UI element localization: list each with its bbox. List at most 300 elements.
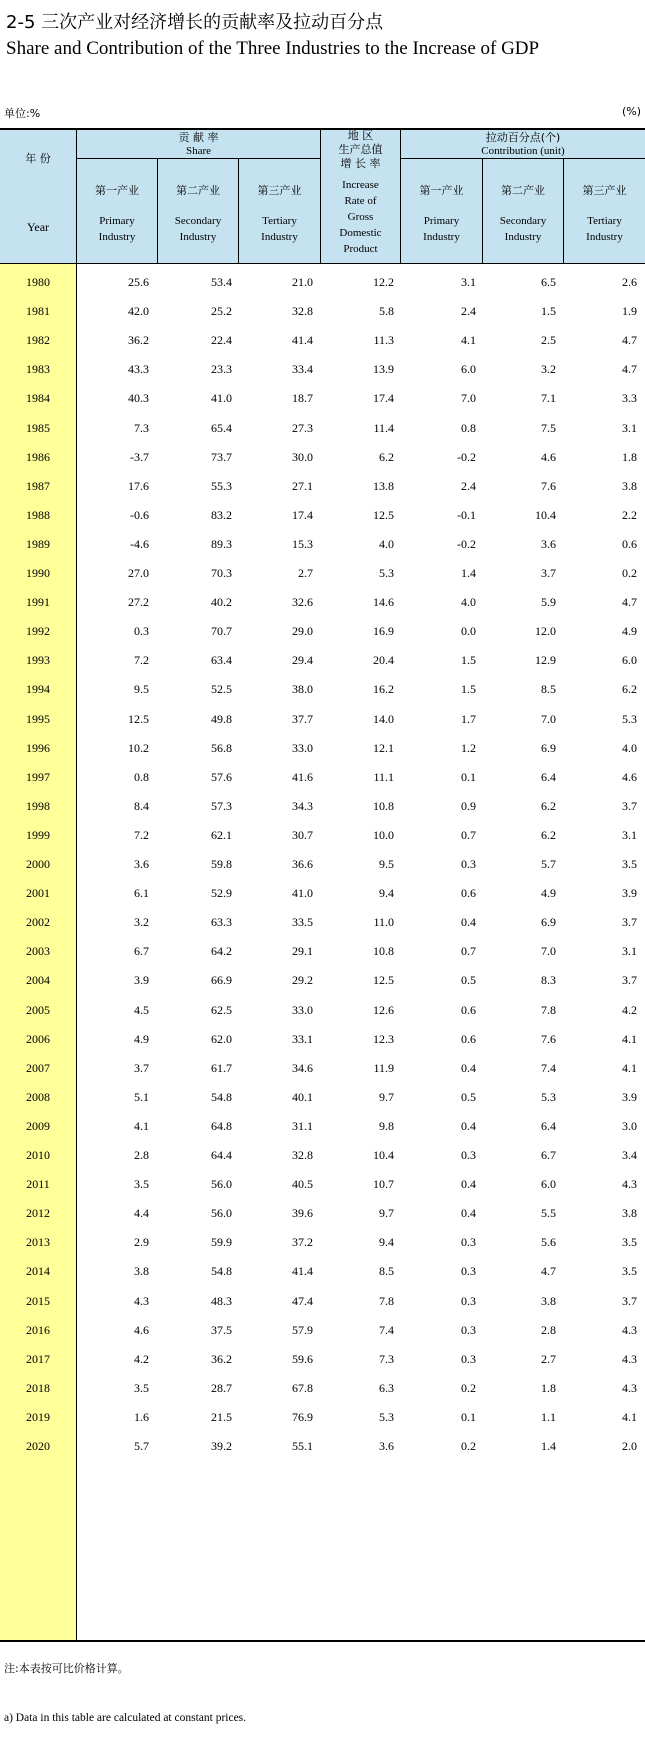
value-cell: 5.3 bbox=[622, 711, 637, 726]
year-cell: 1994 bbox=[26, 682, 50, 697]
header-growth-en: Increase Rate of Gross Domestic Product bbox=[339, 179, 382, 255]
value-cell: 10.8 bbox=[373, 798, 394, 813]
value-cell: 6.4 bbox=[541, 769, 556, 784]
year-cell: 2017 bbox=[26, 1351, 50, 1366]
value-cell: 0.2 bbox=[622, 566, 637, 580]
value-cell: 7.0 bbox=[461, 391, 476, 406]
value-cell: 3.1 bbox=[622, 420, 637, 435]
value-cell: 4.1 bbox=[622, 1409, 637, 1424]
value-cell: 5.1 bbox=[134, 1089, 149, 1104]
value-cell: 8.4 bbox=[134, 798, 149, 813]
value-cell: 7.3 bbox=[134, 420, 149, 435]
year-cell: 2012 bbox=[26, 1206, 50, 1221]
value-cell: 0.6 bbox=[461, 1031, 476, 1046]
value-cell: 4.9 bbox=[622, 624, 637, 639]
table-title-cn: 2-5 三次产业对经济增长的贡献率及拉动百分点 bbox=[6, 12, 384, 33]
year-cell: 2007 bbox=[26, 1060, 50, 1075]
value-cell: 10.0 bbox=[373, 827, 394, 842]
value-cell: 52.5 bbox=[211, 682, 232, 697]
value-cell: 10.2 bbox=[128, 740, 149, 755]
value-cell: 23.3 bbox=[211, 362, 232, 377]
value-cell: 0.4 bbox=[461, 1118, 476, 1133]
table-row bbox=[0, 324, 645, 356]
year-cell: 1986 bbox=[26, 449, 50, 464]
year-cell: 1988 bbox=[26, 507, 50, 522]
value-cell: 6.7 bbox=[134, 944, 149, 959]
value-cell: 3.9 bbox=[622, 886, 637, 901]
value-cell: 40.1 bbox=[292, 1089, 313, 1104]
table-row bbox=[0, 732, 645, 764]
table-row bbox=[0, 1314, 645, 1346]
value-cell: 2.8 bbox=[541, 1322, 556, 1337]
header-share-secondary: 第二产业 Secondary Industry bbox=[174, 184, 222, 243]
value-cell: 4.7 bbox=[622, 595, 637, 610]
value-cell: 33.0 bbox=[292, 1002, 313, 1017]
value-cell: 3.1 bbox=[622, 827, 637, 842]
year-cell: 2009 bbox=[26, 1118, 50, 1133]
table-row bbox=[0, 1023, 645, 1055]
value-cell: 17.6 bbox=[128, 478, 149, 493]
year-cell: 2003 bbox=[26, 944, 50, 959]
value-cell: 4.2 bbox=[622, 1002, 637, 1017]
value-cell: 4.2 bbox=[134, 1351, 149, 1366]
value-cell: 31.1 bbox=[292, 1118, 313, 1133]
value-cell: 1.6 bbox=[134, 1409, 149, 1424]
value-cell: 64.8 bbox=[211, 1118, 232, 1133]
value-cell: 3.6 bbox=[541, 536, 556, 551]
value-cell: 10.4 bbox=[535, 507, 556, 522]
value-cell: 30.7 bbox=[292, 827, 313, 842]
value-cell: 57.6 bbox=[211, 769, 232, 784]
value-cell: 15.3 bbox=[292, 536, 313, 551]
value-cell: 13.8 bbox=[373, 478, 394, 493]
value-cell: 3.5 bbox=[134, 1177, 149, 1192]
year-cell: 2018 bbox=[26, 1380, 50, 1395]
value-cell: 30.0 bbox=[292, 449, 313, 464]
value-cell: 7.8 bbox=[541, 1002, 556, 1017]
value-cell: 66.9 bbox=[211, 973, 232, 988]
year-cell: 1980 bbox=[26, 275, 50, 289]
year-cell: 1998 bbox=[26, 798, 50, 813]
value-cell: 70.7 bbox=[211, 624, 232, 639]
value-cell: 59.9 bbox=[211, 1235, 232, 1250]
value-cell: 2.5 bbox=[541, 333, 556, 348]
value-cell: 6.5 bbox=[541, 275, 556, 289]
value-cell: 6.9 bbox=[541, 740, 556, 755]
value-cell: 6.0 bbox=[622, 653, 637, 668]
value-cell: 70.3 bbox=[211, 566, 232, 580]
year-cell: 1996 bbox=[26, 740, 50, 755]
value-cell: 4.9 bbox=[541, 886, 556, 901]
value-cell: 0.1 bbox=[461, 1409, 476, 1424]
table-row bbox=[0, 1430, 645, 1462]
value-cell: 4.6 bbox=[134, 1322, 149, 1337]
year-cell: 2001 bbox=[26, 886, 50, 901]
value-cell: 67.8 bbox=[292, 1380, 313, 1395]
value-cell: 41.0 bbox=[292, 886, 313, 901]
value-cell: 0.4 bbox=[461, 915, 476, 930]
year-cell: 2015 bbox=[26, 1293, 50, 1308]
value-cell: 3.3 bbox=[622, 391, 637, 406]
value-cell: 0.7 bbox=[461, 827, 476, 842]
value-cell: 3.5 bbox=[134, 1380, 149, 1395]
value-cell: 12.2 bbox=[373, 275, 394, 289]
value-cell: 59.6 bbox=[292, 1351, 313, 1366]
year-cell: 1997 bbox=[26, 769, 50, 784]
value-cell: 54.8 bbox=[211, 1264, 232, 1279]
value-cell: 1.5 bbox=[461, 653, 476, 668]
table-row bbox=[0, 295, 645, 327]
value-cell: 55.1 bbox=[292, 1439, 313, 1453]
value-cell: 6.2 bbox=[541, 798, 556, 813]
value-cell: 6.4 bbox=[541, 1118, 556, 1133]
value-cell: 0.8 bbox=[134, 769, 149, 784]
value-cell: 0.3 bbox=[461, 1235, 476, 1250]
year-cell: 2006 bbox=[26, 1031, 50, 1046]
header-year-en: Year bbox=[26, 220, 50, 234]
value-cell: 8.5 bbox=[379, 1264, 394, 1279]
value-cell: 7.6 bbox=[541, 478, 556, 493]
table-row bbox=[0, 1139, 645, 1171]
value-cell: 3.0 bbox=[622, 1118, 637, 1133]
value-cell: 56.0 bbox=[211, 1206, 232, 1221]
value-cell: 29.0 bbox=[292, 624, 313, 639]
value-cell: 62.0 bbox=[211, 1031, 232, 1046]
value-cell: 41.0 bbox=[211, 391, 232, 406]
value-cell: -4.6 bbox=[130, 536, 149, 551]
header-share-cn: 贡 献 率 bbox=[178, 131, 219, 144]
value-cell: 0.6 bbox=[622, 536, 637, 551]
value-cell: 6.7 bbox=[541, 1148, 556, 1162]
value-cell: 4.7 bbox=[541, 1264, 556, 1279]
value-cell: 0.8 bbox=[461, 420, 476, 435]
value-cell: 2.8 bbox=[134, 1148, 149, 1162]
value-cell: 5.3 bbox=[379, 1409, 394, 1424]
value-cell: 8.3 bbox=[541, 973, 556, 988]
table-row bbox=[0, 615, 645, 647]
table-row bbox=[0, 703, 645, 735]
year-cell: 1991 bbox=[26, 595, 50, 610]
year-cell: 1982 bbox=[26, 333, 50, 348]
value-cell: 29.2 bbox=[292, 973, 313, 988]
table-row bbox=[0, 673, 645, 705]
value-cell: 9.8 bbox=[379, 1118, 394, 1133]
value-cell: 3.6 bbox=[379, 1439, 394, 1453]
value-cell: 42.0 bbox=[128, 304, 149, 319]
value-cell: 65.4 bbox=[211, 420, 232, 435]
year-cell: 2013 bbox=[26, 1235, 50, 1250]
header-share-tertiary: 第三产业 Tertiary Industry bbox=[257, 184, 302, 243]
value-cell: 4.4 bbox=[134, 1206, 149, 1221]
value-cell: -0.6 bbox=[130, 507, 149, 522]
value-cell: 7.6 bbox=[541, 1031, 556, 1046]
value-cell: 2.4 bbox=[461, 304, 476, 319]
value-cell: 5.6 bbox=[541, 1235, 556, 1250]
value-cell: 37.5 bbox=[211, 1322, 232, 1337]
header-growth-cn: 地 区 生产总值 增 长 率 bbox=[338, 129, 383, 170]
value-cell: 0.3 bbox=[461, 1293, 476, 1308]
year-cell: 2016 bbox=[26, 1322, 50, 1337]
value-cell: 4.1 bbox=[622, 1031, 637, 1046]
value-cell: 49.8 bbox=[211, 711, 232, 726]
value-cell: 61.7 bbox=[211, 1060, 232, 1075]
value-cell: 11.0 bbox=[373, 915, 394, 930]
value-cell: 0.3 bbox=[461, 1148, 476, 1162]
header-share-en: Share bbox=[185, 145, 212, 157]
value-cell: 4.7 bbox=[622, 333, 637, 348]
value-cell: 52.9 bbox=[211, 886, 232, 901]
unit-label-cn: 单位:% bbox=[4, 107, 41, 120]
value-cell: 64.4 bbox=[211, 1148, 232, 1162]
value-cell: 32.8 bbox=[292, 1148, 313, 1162]
value-cell: 6.2 bbox=[622, 682, 637, 697]
table-row bbox=[0, 790, 645, 822]
value-cell: 38.0 bbox=[292, 682, 313, 697]
year-cell: 2014 bbox=[26, 1264, 50, 1279]
value-cell: 76.9 bbox=[292, 1409, 313, 1424]
value-cell: 12.3 bbox=[373, 1031, 394, 1046]
value-cell: 3.9 bbox=[622, 1089, 637, 1104]
table-row bbox=[0, 266, 645, 298]
year-cell: 2008 bbox=[26, 1089, 50, 1104]
value-cell: 7.4 bbox=[379, 1322, 394, 1337]
header-bottom-border bbox=[0, 263, 645, 264]
value-cell: 4.5 bbox=[134, 1002, 149, 1017]
value-cell: 33.1 bbox=[292, 1031, 313, 1046]
value-cell: 10.4 bbox=[373, 1148, 394, 1162]
value-cell: 7.1 bbox=[541, 391, 556, 406]
value-cell: 0.7 bbox=[461, 944, 476, 959]
value-cell: 56.0 bbox=[211, 1177, 232, 1192]
value-cell: 14.0 bbox=[373, 711, 394, 726]
value-cell: 41.6 bbox=[292, 769, 313, 784]
value-cell: 4.9 bbox=[134, 1031, 149, 1046]
value-cell: 2.2 bbox=[622, 507, 637, 522]
value-cell: 3.5 bbox=[622, 1235, 637, 1250]
value-cell: 3.6 bbox=[134, 857, 149, 871]
year-cell: 1993 bbox=[26, 653, 50, 668]
value-cell: 3.5 bbox=[622, 1264, 637, 1279]
value-cell: 32.6 bbox=[292, 595, 313, 610]
value-cell: 1.4 bbox=[541, 1439, 556, 1453]
year-cell: 1984 bbox=[26, 391, 50, 406]
value-cell: 0.9 bbox=[461, 798, 476, 813]
value-cell: 4.1 bbox=[622, 1060, 637, 1075]
value-cell: 27.0 bbox=[128, 566, 149, 580]
table-row bbox=[0, 1343, 645, 1375]
value-cell: 3.7 bbox=[622, 798, 637, 813]
value-cell: 1.9 bbox=[622, 304, 637, 319]
value-cell: 40.2 bbox=[211, 595, 232, 610]
value-cell: 3.7 bbox=[622, 973, 637, 988]
value-cell: 55.3 bbox=[211, 478, 232, 493]
table-row bbox=[0, 1197, 645, 1229]
unit-label-en: (%) bbox=[621, 105, 641, 118]
value-cell: -0.2 bbox=[457, 449, 476, 464]
value-cell: 34.6 bbox=[292, 1060, 313, 1075]
value-cell: 16.9 bbox=[373, 624, 394, 639]
value-cell: 1.1 bbox=[541, 1409, 556, 1424]
header-contribution-primary: 第一产业 Primary Industry bbox=[419, 184, 464, 243]
year-cell: 2020 bbox=[26, 1439, 50, 1453]
year-cell: 2019 bbox=[26, 1409, 50, 1424]
value-cell: 6.2 bbox=[379, 449, 394, 464]
value-cell: 18.7 bbox=[292, 391, 313, 406]
value-cell: 12.5 bbox=[373, 973, 394, 988]
value-cell: 22.4 bbox=[211, 333, 232, 348]
value-cell: 33.0 bbox=[292, 740, 313, 755]
value-cell: 63.3 bbox=[211, 915, 232, 930]
table-row bbox=[0, 1255, 645, 1287]
value-cell: 6.0 bbox=[461, 362, 476, 377]
value-cell: 7.0 bbox=[541, 711, 556, 726]
value-cell: 83.2 bbox=[211, 507, 232, 522]
data-table bbox=[0, 128, 645, 1642]
value-cell: 11.9 bbox=[373, 1060, 394, 1075]
value-cell: 3.5 bbox=[622, 857, 637, 871]
header-contribution-en: Contribution (unit) bbox=[481, 145, 565, 157]
value-cell: 3.7 bbox=[541, 566, 556, 580]
value-cell: 12.6 bbox=[373, 1002, 394, 1017]
value-cell: 1.7 bbox=[461, 711, 476, 726]
value-cell: 17.4 bbox=[373, 391, 394, 406]
value-cell: 0.2 bbox=[461, 1439, 476, 1453]
value-cell: 2.7 bbox=[541, 1351, 556, 1366]
value-cell: 12.1 bbox=[373, 740, 394, 755]
table-row bbox=[0, 644, 645, 676]
value-cell: 39.6 bbox=[292, 1206, 313, 1221]
value-cell: 27.3 bbox=[292, 420, 313, 435]
value-cell: 3.4 bbox=[622, 1148, 637, 1162]
value-cell: 5.3 bbox=[541, 1089, 556, 1104]
table-row bbox=[0, 441, 645, 473]
year-cell: 1983 bbox=[26, 362, 50, 377]
value-cell: 12.9 bbox=[535, 653, 556, 668]
value-cell: 3.8 bbox=[134, 1264, 149, 1279]
value-cell: 0.6 bbox=[461, 886, 476, 901]
year-cell: 1992 bbox=[26, 624, 50, 639]
value-cell: 4.0 bbox=[379, 536, 394, 551]
year-cell: 1985 bbox=[26, 420, 50, 435]
value-cell: 5.5 bbox=[541, 1206, 556, 1221]
header-contribution-cn: 拉动百分点(个) bbox=[485, 131, 561, 144]
value-cell: 36.2 bbox=[211, 1351, 232, 1366]
value-cell: 9.4 bbox=[379, 1235, 394, 1250]
value-cell: 34.3 bbox=[292, 798, 313, 813]
year-cell: 2002 bbox=[26, 915, 50, 930]
year-cell: 2004 bbox=[26, 973, 50, 988]
table-row bbox=[0, 994, 645, 1026]
table-row bbox=[0, 1081, 645, 1113]
value-cell: 6.1 bbox=[134, 886, 149, 901]
value-cell: 21.0 bbox=[292, 275, 313, 289]
value-cell: 64.2 bbox=[211, 944, 232, 959]
value-cell: 14.6 bbox=[373, 595, 394, 610]
value-cell: 10.7 bbox=[373, 1177, 394, 1192]
value-cell: 3.2 bbox=[541, 362, 556, 377]
value-cell: 37.7 bbox=[292, 711, 313, 726]
value-cell: 5.7 bbox=[541, 857, 556, 871]
value-cell: 2.6 bbox=[622, 275, 637, 289]
value-cell: 5.7 bbox=[134, 1439, 149, 1453]
value-cell: 0.6 bbox=[461, 1002, 476, 1017]
year-cell: 2005 bbox=[26, 1002, 50, 1017]
value-cell: 54.8 bbox=[211, 1089, 232, 1104]
value-cell: 12.5 bbox=[128, 711, 149, 726]
footnote-cn: 注:本表按可比价格计算。 bbox=[4, 1662, 129, 1675]
value-cell: 40.3 bbox=[128, 391, 149, 406]
table-row bbox=[0, 412, 645, 444]
value-cell: 12.5 bbox=[373, 507, 394, 522]
table-row bbox=[0, 1168, 645, 1200]
value-cell: 4.3 bbox=[622, 1322, 637, 1337]
year-cell: 1981 bbox=[26, 304, 50, 319]
table-row bbox=[0, 353, 645, 385]
year-cell: 2010 bbox=[26, 1148, 50, 1162]
value-cell: 33.4 bbox=[292, 362, 313, 377]
value-cell: 29.4 bbox=[292, 653, 313, 668]
value-cell: 0.3 bbox=[461, 857, 476, 871]
value-cell: 4.3 bbox=[622, 1380, 637, 1395]
value-cell: 1.2 bbox=[461, 740, 476, 755]
table-row bbox=[0, 1052, 645, 1084]
value-cell: 7.3 bbox=[379, 1351, 394, 1366]
value-cell: 1.5 bbox=[461, 682, 476, 697]
value-cell: 25.6 bbox=[128, 275, 149, 289]
value-cell: -3.7 bbox=[130, 449, 149, 464]
value-cell: 3.9 bbox=[134, 973, 149, 988]
value-cell: 32.8 bbox=[292, 304, 313, 319]
value-cell: 53.4 bbox=[211, 275, 232, 289]
year-cell: 1989 bbox=[26, 536, 50, 551]
value-cell: 4.7 bbox=[622, 362, 637, 377]
value-cell: 33.5 bbox=[292, 915, 313, 930]
table-row bbox=[0, 382, 645, 414]
year-cell: 1990 bbox=[26, 566, 50, 580]
value-cell: 7.2 bbox=[134, 827, 149, 842]
value-cell: 4.0 bbox=[622, 740, 637, 755]
value-cell: 36.2 bbox=[128, 333, 149, 348]
footnote-en: a) Data in this table are calculated at constant prices. bbox=[4, 1712, 247, 1724]
table-row bbox=[0, 1401, 645, 1433]
value-cell: 56.8 bbox=[211, 740, 232, 755]
value-cell: 4.1 bbox=[461, 333, 476, 348]
value-cell: 27.1 bbox=[292, 478, 313, 493]
value-cell: 11.4 bbox=[373, 420, 394, 435]
table-row bbox=[0, 819, 645, 851]
value-cell: 5.3 bbox=[379, 566, 394, 580]
value-cell: 9.7 bbox=[379, 1089, 394, 1104]
value-cell: 4.6 bbox=[622, 769, 637, 784]
value-cell: 0.5 bbox=[461, 1089, 476, 1104]
value-cell: 5.9 bbox=[541, 595, 556, 610]
table-row bbox=[0, 499, 645, 531]
table-row bbox=[0, 877, 645, 909]
value-cell: 7.0 bbox=[541, 944, 556, 959]
value-cell: 0.3 bbox=[461, 1322, 476, 1337]
value-cell: 1.4 bbox=[461, 566, 476, 580]
value-cell: 47.4 bbox=[292, 1293, 313, 1308]
value-cell: 63.4 bbox=[211, 653, 232, 668]
value-cell: 2.4 bbox=[461, 478, 476, 493]
value-cell: 8.5 bbox=[541, 682, 556, 697]
value-cell: 37.2 bbox=[292, 1235, 313, 1250]
value-cell: 7.8 bbox=[379, 1293, 394, 1308]
value-cell: 59.8 bbox=[211, 857, 232, 871]
value-cell: 0.3 bbox=[134, 624, 149, 639]
value-cell: 73.7 bbox=[211, 449, 232, 464]
table-row bbox=[0, 1110, 645, 1142]
